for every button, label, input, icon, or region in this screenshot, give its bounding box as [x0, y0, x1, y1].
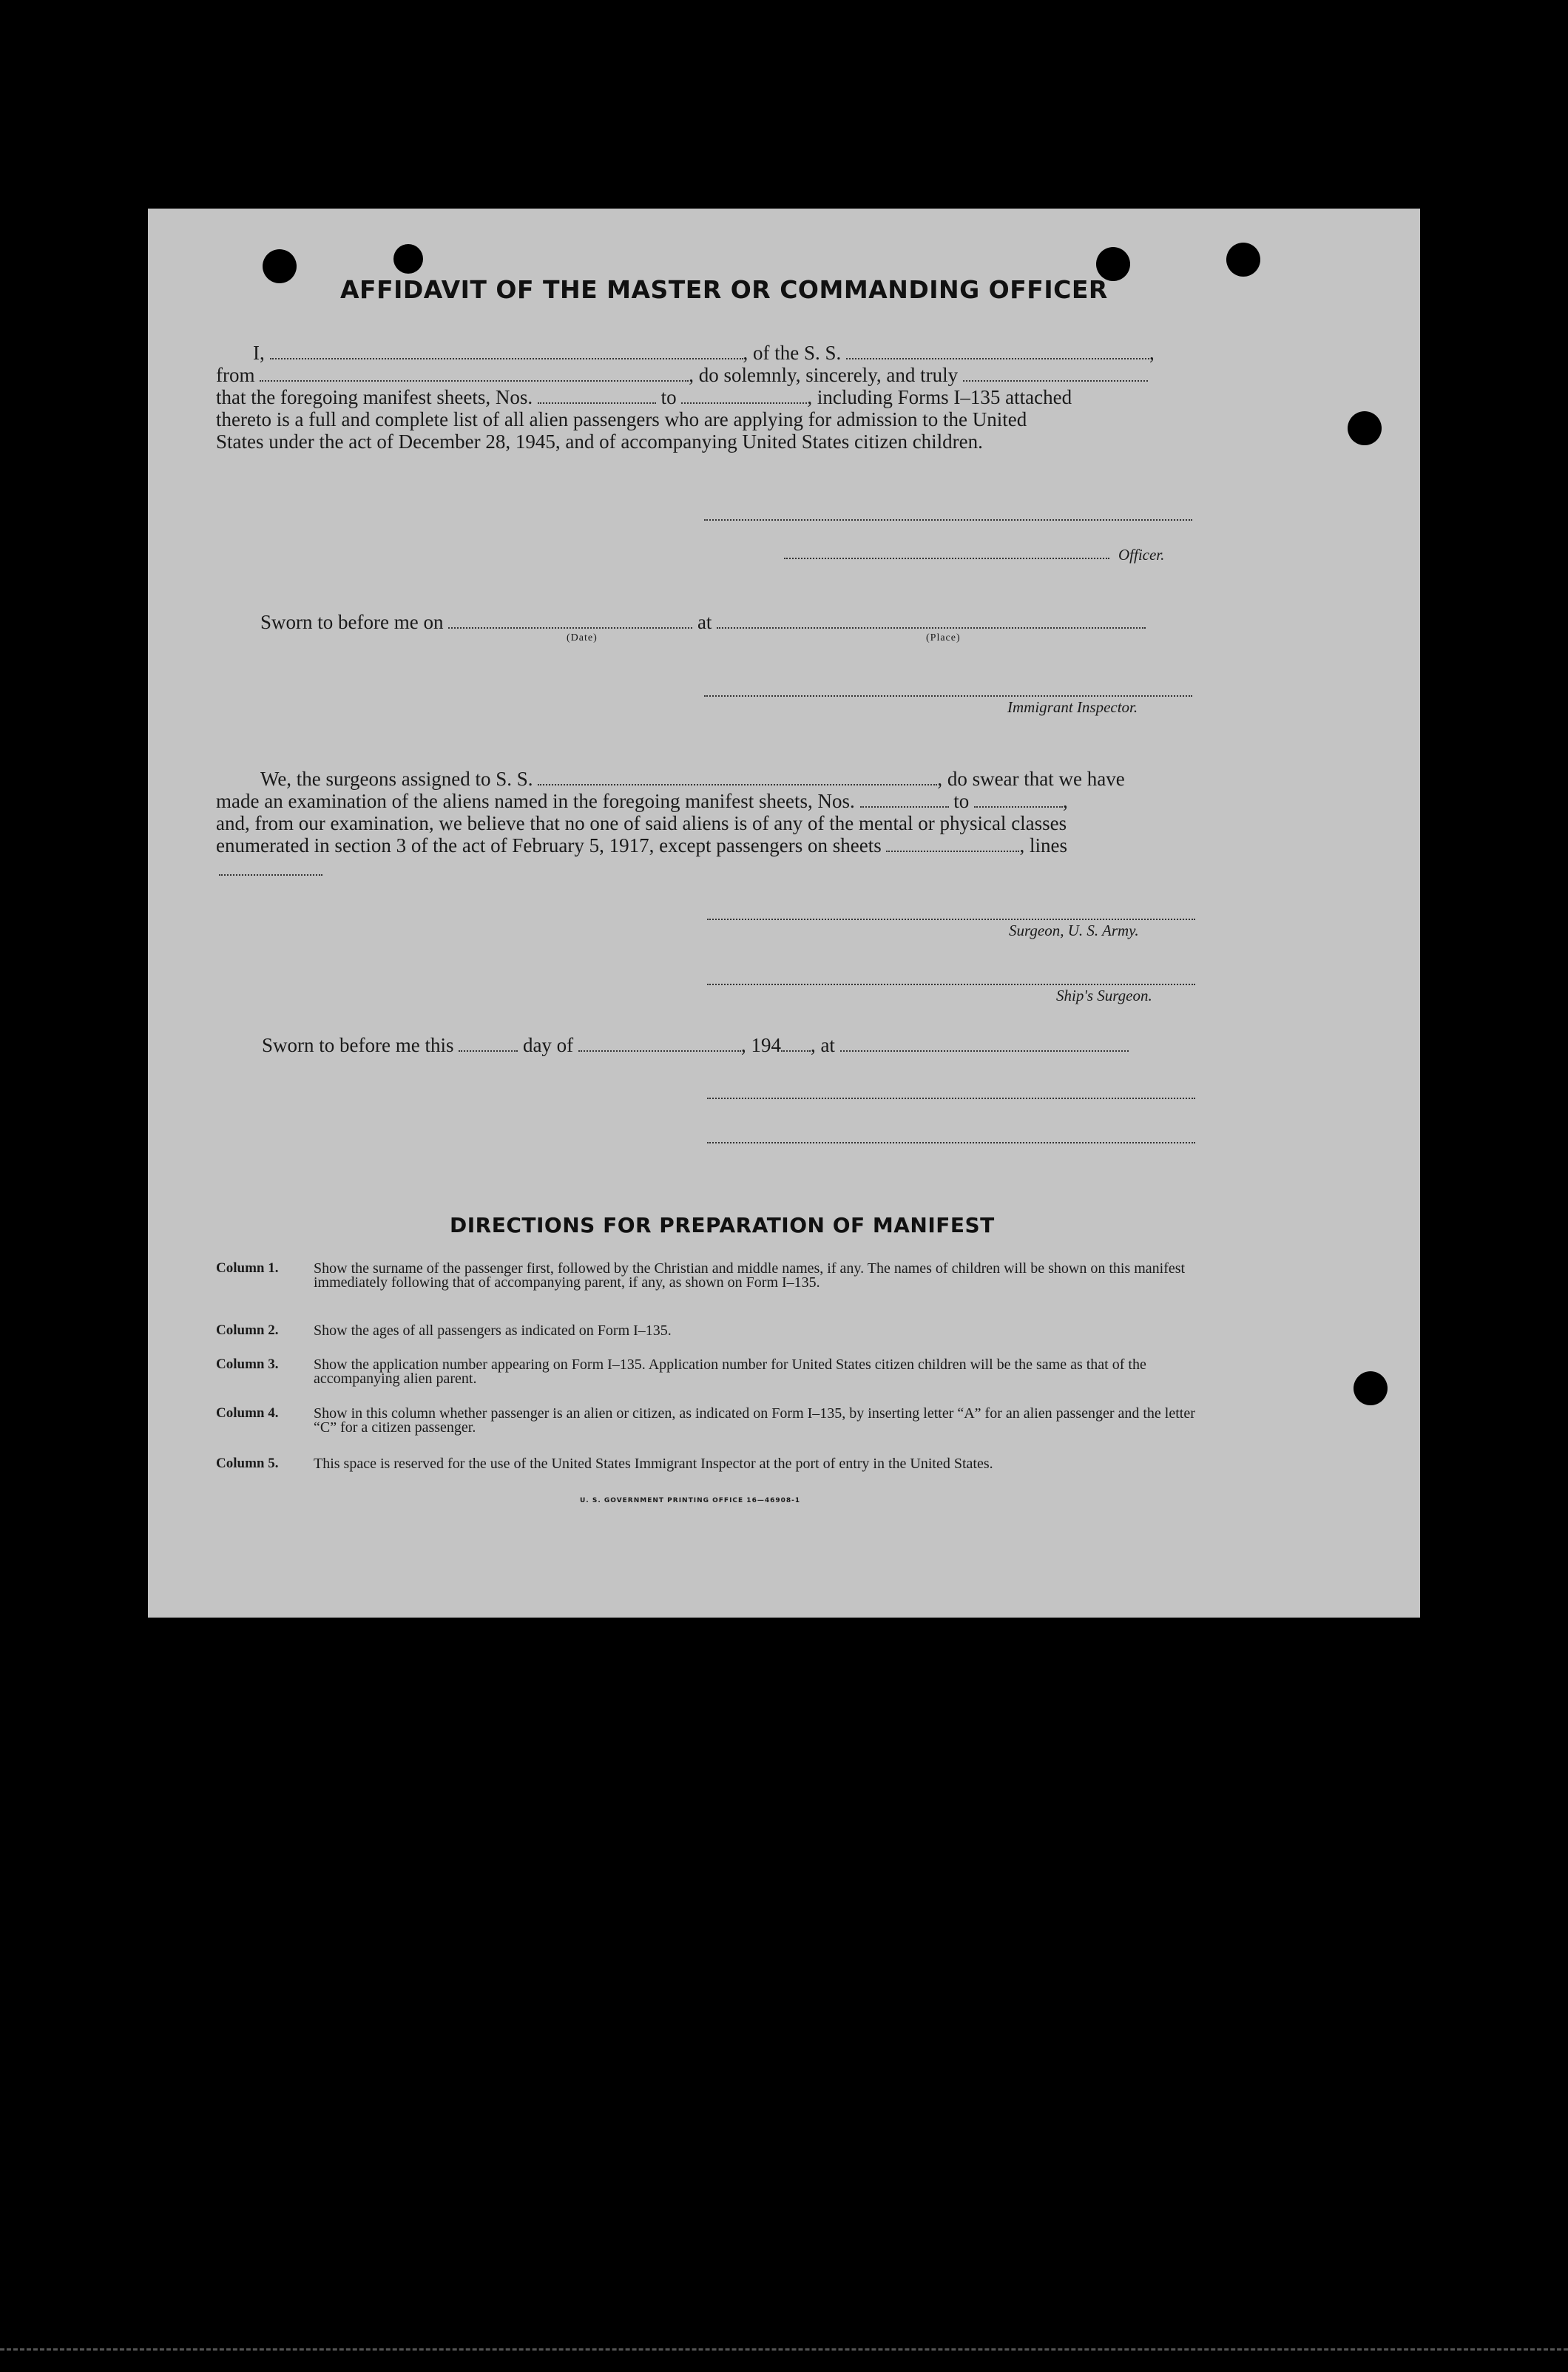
sworn-official-signature-line[interactable]: [707, 1098, 1195, 1099]
column-1-label: Column 1.: [216, 1260, 279, 1276]
affidavit-line-1: I, , of the S. S. ,: [253, 342, 1155, 364]
column-3-text: Show the application number appearing on Form I–135. Application number for United States citizen children will be the same as that of the accompanying alien parent.: [314, 1356, 1146, 1387]
column-5-text: This space is reserved for the use of the United States Immigrant Inspector at the port of entry in the United States.: [314, 1456, 993, 1472]
column-1-text: Show the surname of the passenger first, followed by the Christian and middle names, if any. The names of children will be shown on this manifest immediately following that of accompanying parent, if any, as shown on Form I–135.: [314, 1260, 1186, 1291]
column-2-label: Column 2.: [216, 1322, 279, 1338]
from-port-field[interactable]: [260, 365, 689, 382]
surgeon-sheet-to-field[interactable]: [974, 791, 1063, 808]
surgeons-line-2: made an examination of the aliens named in the foregoing manifest sheets, Nos. to ,: [216, 790, 1068, 812]
punch-hole: [263, 249, 297, 283]
printer-imprint: U. S. GOVERNMENT PRINTING OFFICE 16—46908-1: [580, 1497, 801, 1504]
punch-hole: [1354, 1371, 1388, 1405]
officer-label: Officer.: [1118, 546, 1165, 564]
column-4-label: Column 4.: [216, 1405, 279, 1421]
affidavit-line-3: that the foregoing manifest sheets, Nos. to , including Forms I–135 attached: [216, 386, 1072, 408]
date-caption: (Date): [567, 632, 598, 643]
surgeons-line-4: enumerated in section 3 of the act of February 5, 1917, except passengers on sheets , lines: [216, 834, 1067, 856]
directions-title: DIRECTIONS FOR PREPARATION OF MANIFEST: [450, 1213, 995, 1237]
ship-surgeon-signature-line[interactable]: [707, 984, 1195, 985]
except-sheets-field[interactable]: [886, 836, 1019, 852]
except-lines-field[interactable]: [219, 874, 322, 876]
sworn-place-2-field[interactable]: [840, 1035, 1129, 1052]
truly-field[interactable]: [963, 365, 1148, 382]
army-surgeon-signature-line[interactable]: [707, 919, 1195, 920]
surgeon-sheet-from-field[interactable]: [860, 791, 949, 808]
master-name-field[interactable]: [270, 343, 743, 359]
affidavit-line-2: from , do solemnly, sincerely, and truly: [216, 364, 1148, 386]
column-3-label: Column 3.: [216, 1356, 279, 1372]
column-5-label: Column 5.: [216, 1456, 279, 1471]
column-2-text: Show the ages of all passengers as indicated on Form I–135.: [314, 1322, 672, 1339]
inspector-signature-line[interactable]: [704, 695, 1192, 697]
sworn-official-title-line[interactable]: [707, 1142, 1195, 1143]
sworn-line-2: Sworn to before me this day of , 194 , at: [262, 1034, 1129, 1056]
punch-hole: [1226, 243, 1260, 277]
surgeons-line-1: We, the surgeons assigned to S. S. , do swear that we have: [260, 768, 1125, 790]
sworn-line-1: Sworn to before me on at: [260, 611, 1146, 633]
affidavit-title: AFFIDAVIT OF THE MASTER OR COMMANDING OFFICER: [340, 275, 1108, 304]
form-sheet: [148, 209, 1420, 1618]
affidavit-line-5: States under the act of December 28, 1945, and of accompanying United States citizen children.: [216, 430, 983, 453]
sworn-day-field[interactable]: [459, 1035, 518, 1052]
punch-hole: [393, 244, 423, 274]
surgeon-ship-field[interactable]: [538, 769, 937, 785]
surgeons-line-3: and, from our examination, we believe that no one of said aliens is of any of the mental or physical classes: [216, 812, 1067, 834]
inspector-label: Immigrant Inspector.: [1007, 698, 1138, 716]
ship-name-field[interactable]: [846, 343, 1149, 359]
column-4-text: Show in this column whether passenger is an alien or citizen, as indicated on Form I–135, by inserting letter “A” for an alien passenger and the letter “C” for a citizen passenger.: [314, 1405, 1195, 1436]
army-surgeon-label: Surgeon, U. S. Army.: [1009, 922, 1139, 939]
punch-hole: [1348, 411, 1382, 445]
ship-surgeon-label: Ship's Surgeon.: [1056, 987, 1152, 1004]
officer-title-line[interactable]: [784, 558, 1109, 559]
sworn-month-field[interactable]: [578, 1035, 741, 1052]
sworn-date-field[interactable]: [448, 612, 692, 629]
sworn-place-field[interactable]: [717, 612, 1146, 629]
sworn-year-field[interactable]: [781, 1035, 811, 1052]
sheet-from-field[interactable]: [538, 388, 656, 404]
affidavit-line-4: thereto is a full and complete list of all alien passengers who are applying for admission to the United: [216, 408, 1027, 430]
master-signature-line[interactable]: [704, 519, 1192, 521]
sheet-to-field[interactable]: [681, 388, 807, 404]
place-caption: (Place): [926, 632, 961, 643]
film-edge-rule: [0, 2348, 1568, 2351]
